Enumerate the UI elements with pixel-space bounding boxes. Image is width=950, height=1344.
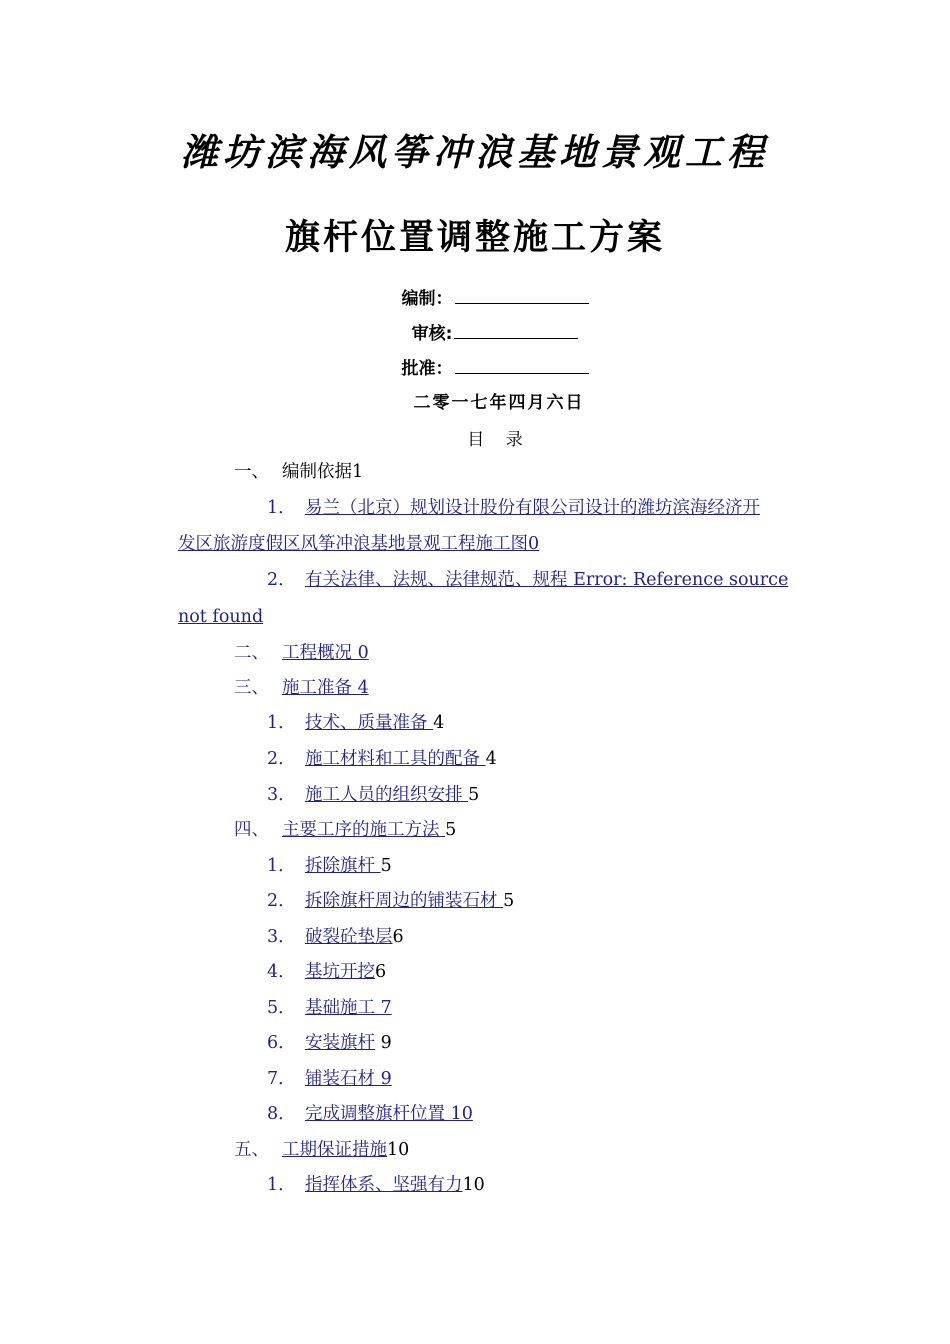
toc-item-preparation[interactable] [234, 678, 369, 698]
signature-label: 编制： [401, 289, 453, 309]
toc-page: 7 [380, 998, 392, 1018]
toc-number: 8． [267, 1104, 296, 1124]
toc-text: 工程概况 [282, 643, 352, 663]
toc-item-methods-7[interactable] [267, 1069, 392, 1089]
toc-text: 编制依据 [282, 462, 352, 482]
toc-item-basis-1-cont[interactable] [178, 534, 539, 554]
toc-reference-error: Error: Reference source [573, 570, 789, 590]
toc-item-methods[interactable] [234, 820, 456, 840]
toc-number: 一、 [234, 462, 269, 482]
toc-text: 基础施工 [305, 998, 375, 1018]
toc-item-overview[interactable] [234, 643, 369, 663]
signature-approved [0, 354, 950, 379]
toc-item-schedule-1[interactable] [267, 1175, 485, 1195]
toc-number: 3． [267, 785, 296, 805]
toc-text: 指挥体系、坚强有力 [305, 1175, 463, 1195]
toc-page: 6 [375, 962, 387, 982]
toc-page: 9 [380, 1069, 392, 1089]
toc-number: 2． [267, 749, 296, 769]
toc-item-preparation-3[interactable] [267, 785, 479, 805]
toc-text: 工期保证措施 [282, 1140, 387, 1160]
toc-page: 0 [528, 534, 540, 554]
toc-page: 9 [380, 1033, 392, 1053]
toc-number: 三、 [234, 678, 269, 698]
signature-reviewed [0, 319, 950, 344]
toc-number: 1． [267, 713, 296, 733]
toc-text: 基坑开挖 [305, 962, 375, 982]
toc-item-basis-2[interactable] [267, 570, 788, 590]
toc-item-basis-2-cont[interactable] [178, 607, 263, 627]
toc-number: 二、 [234, 643, 269, 663]
toc-page: 4 [357, 678, 369, 698]
toc-page: 5 [445, 820, 457, 840]
signature-label: 批准： [401, 359, 453, 379]
toc-page: 1 [352, 462, 364, 482]
signature-label: 审核: [411, 324, 453, 344]
toc-item-schedule[interactable] [234, 1140, 409, 1160]
toc-text: 完成调整旗杆位置 [305, 1104, 445, 1124]
toc-item-methods-6[interactable] [267, 1033, 392, 1053]
toc-text: 破裂砼垫层 [305, 927, 393, 947]
toc-reference-error-cont: not found [178, 607, 264, 627]
document-title-line1: 潍坊滨海风筝冲浪基地景观工程 [181, 131, 769, 174]
toc-number: 2． [267, 570, 296, 590]
toc-number: 6． [267, 1033, 296, 1053]
toc-number: 4． [267, 962, 296, 982]
toc-item-methods-4[interactable] [267, 962, 386, 982]
toc-number: 五、 [234, 1140, 269, 1160]
toc-number: 1． [267, 856, 296, 876]
toc-text: 易兰（北京）规划设计股份有限公司设计的潍坊滨海经济开 [305, 498, 760, 518]
toc-number: 7． [267, 1069, 296, 1089]
toc-page: 6 [392, 927, 404, 947]
signature-blank [454, 321, 578, 339]
toc-item-methods-5[interactable] [267, 998, 392, 1018]
toc-item-methods-8[interactable] [267, 1104, 473, 1124]
toc-text: 技术、质量准备 [305, 713, 428, 733]
toc-number: 1． [267, 1175, 296, 1195]
toc-page: 10 [387, 1140, 410, 1160]
toc-text: 发区旅游度假区风筝冲浪基地景观工程施工图 [178, 534, 528, 554]
toc-page: 5 [380, 856, 392, 876]
toc-number: 5． [267, 998, 296, 1018]
toc-item-preparation-2[interactable] [267, 749, 497, 769]
toc-text: 拆除旗杆 [305, 856, 375, 876]
toc-text: 施工准备 [282, 678, 352, 698]
toc-page: 5 [503, 891, 515, 911]
toc-page: 5 [468, 785, 480, 805]
document-title-line2: 旗杆位置调整施工方案 [284, 218, 665, 258]
toc-text: 有关法律、法规、法律规范、规程 [305, 570, 568, 590]
toc-item-methods-1[interactable] [267, 856, 392, 876]
toc-page: 4 [485, 749, 497, 769]
toc-number: 3． [267, 927, 296, 947]
toc-page: 0 [357, 643, 369, 663]
toc-text: 主要工序的施工方法 [282, 820, 440, 840]
signature-blank [455, 356, 589, 374]
toc-text: 施工材料和工具的配备 [305, 749, 480, 769]
signature-blank [455, 286, 589, 304]
toc-item-basis-1[interactable] [267, 498, 760, 518]
toc-item-preparation-1[interactable] [267, 713, 444, 733]
document-date: 二零一七年四月六日 [413, 393, 585, 413]
toc-text: 铺装石材 [305, 1069, 375, 1089]
toc-text: 安装旗杆 [305, 1033, 375, 1053]
toc-page: 4 [433, 713, 445, 733]
toc-title: 目 录 [467, 430, 531, 450]
toc-text: 施工人员的组织安排 [305, 785, 463, 805]
toc-text: 拆除旗杆周边的铺装石材 [305, 891, 498, 911]
toc-page: 10 [450, 1104, 473, 1124]
toc-item-basis[interactable] [234, 462, 363, 482]
signature-compiled [0, 284, 950, 309]
toc-number: 1． [267, 498, 296, 518]
toc-item-methods-2[interactable] [267, 891, 514, 911]
toc-page: 10 [462, 1175, 485, 1195]
toc-number: 四、 [234, 820, 269, 840]
toc-number: 2． [267, 891, 296, 911]
toc-item-methods-3[interactable] [267, 927, 404, 947]
